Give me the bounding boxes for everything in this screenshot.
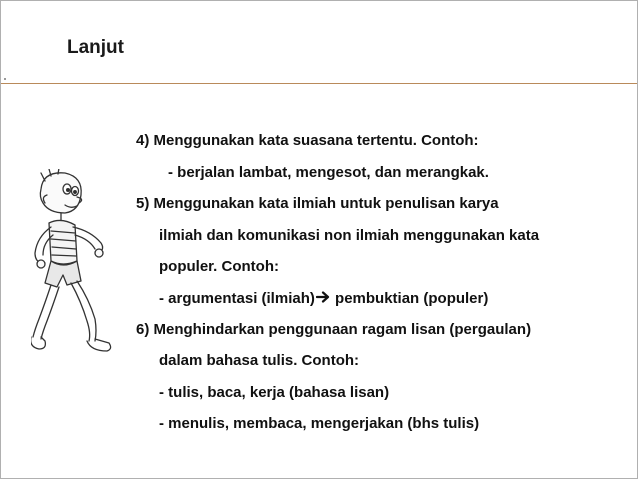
slide-body bbox=[1, 1, 637, 478]
point-5: 5) Menggunakan kata ilmiah untuk penulisan karya bbox=[136, 195, 499, 212]
point-4: 4) Menggunakan kata suasana tertentu. Contoh: bbox=[136, 132, 479, 149]
example-6a: - tulis, baca, kerja (bahasa lisan) bbox=[159, 384, 390, 401]
point-5-line-2: ilmiah dan komunikasi non ilmiah menggunakan kata bbox=[159, 227, 540, 244]
example-5-part-2: pembuktian (populer) bbox=[330, 290, 489, 307]
slide-title: Lanjut bbox=[67, 37, 124, 58]
example-4: - berjalan lambat, mengesot, dan merangkak. bbox=[168, 164, 489, 181]
point-6: 6) Menghindarkan penggunaan ragam lisan (pergaulan) bbox=[136, 321, 532, 338]
point-6-line-2: dalam bahasa tulis. Contoh: bbox=[159, 352, 360, 369]
example-5-part-1: - argumentasi (ilmiah) bbox=[159, 290, 315, 307]
point-5-line-3: populer. Contoh: bbox=[159, 258, 279, 275]
example-5 bbox=[159, 290, 488, 307]
example-6b: - menulis, membaca, mengerjakan (bhs tulis) bbox=[159, 415, 480, 432]
right-arrow-icon bbox=[316, 290, 330, 307]
